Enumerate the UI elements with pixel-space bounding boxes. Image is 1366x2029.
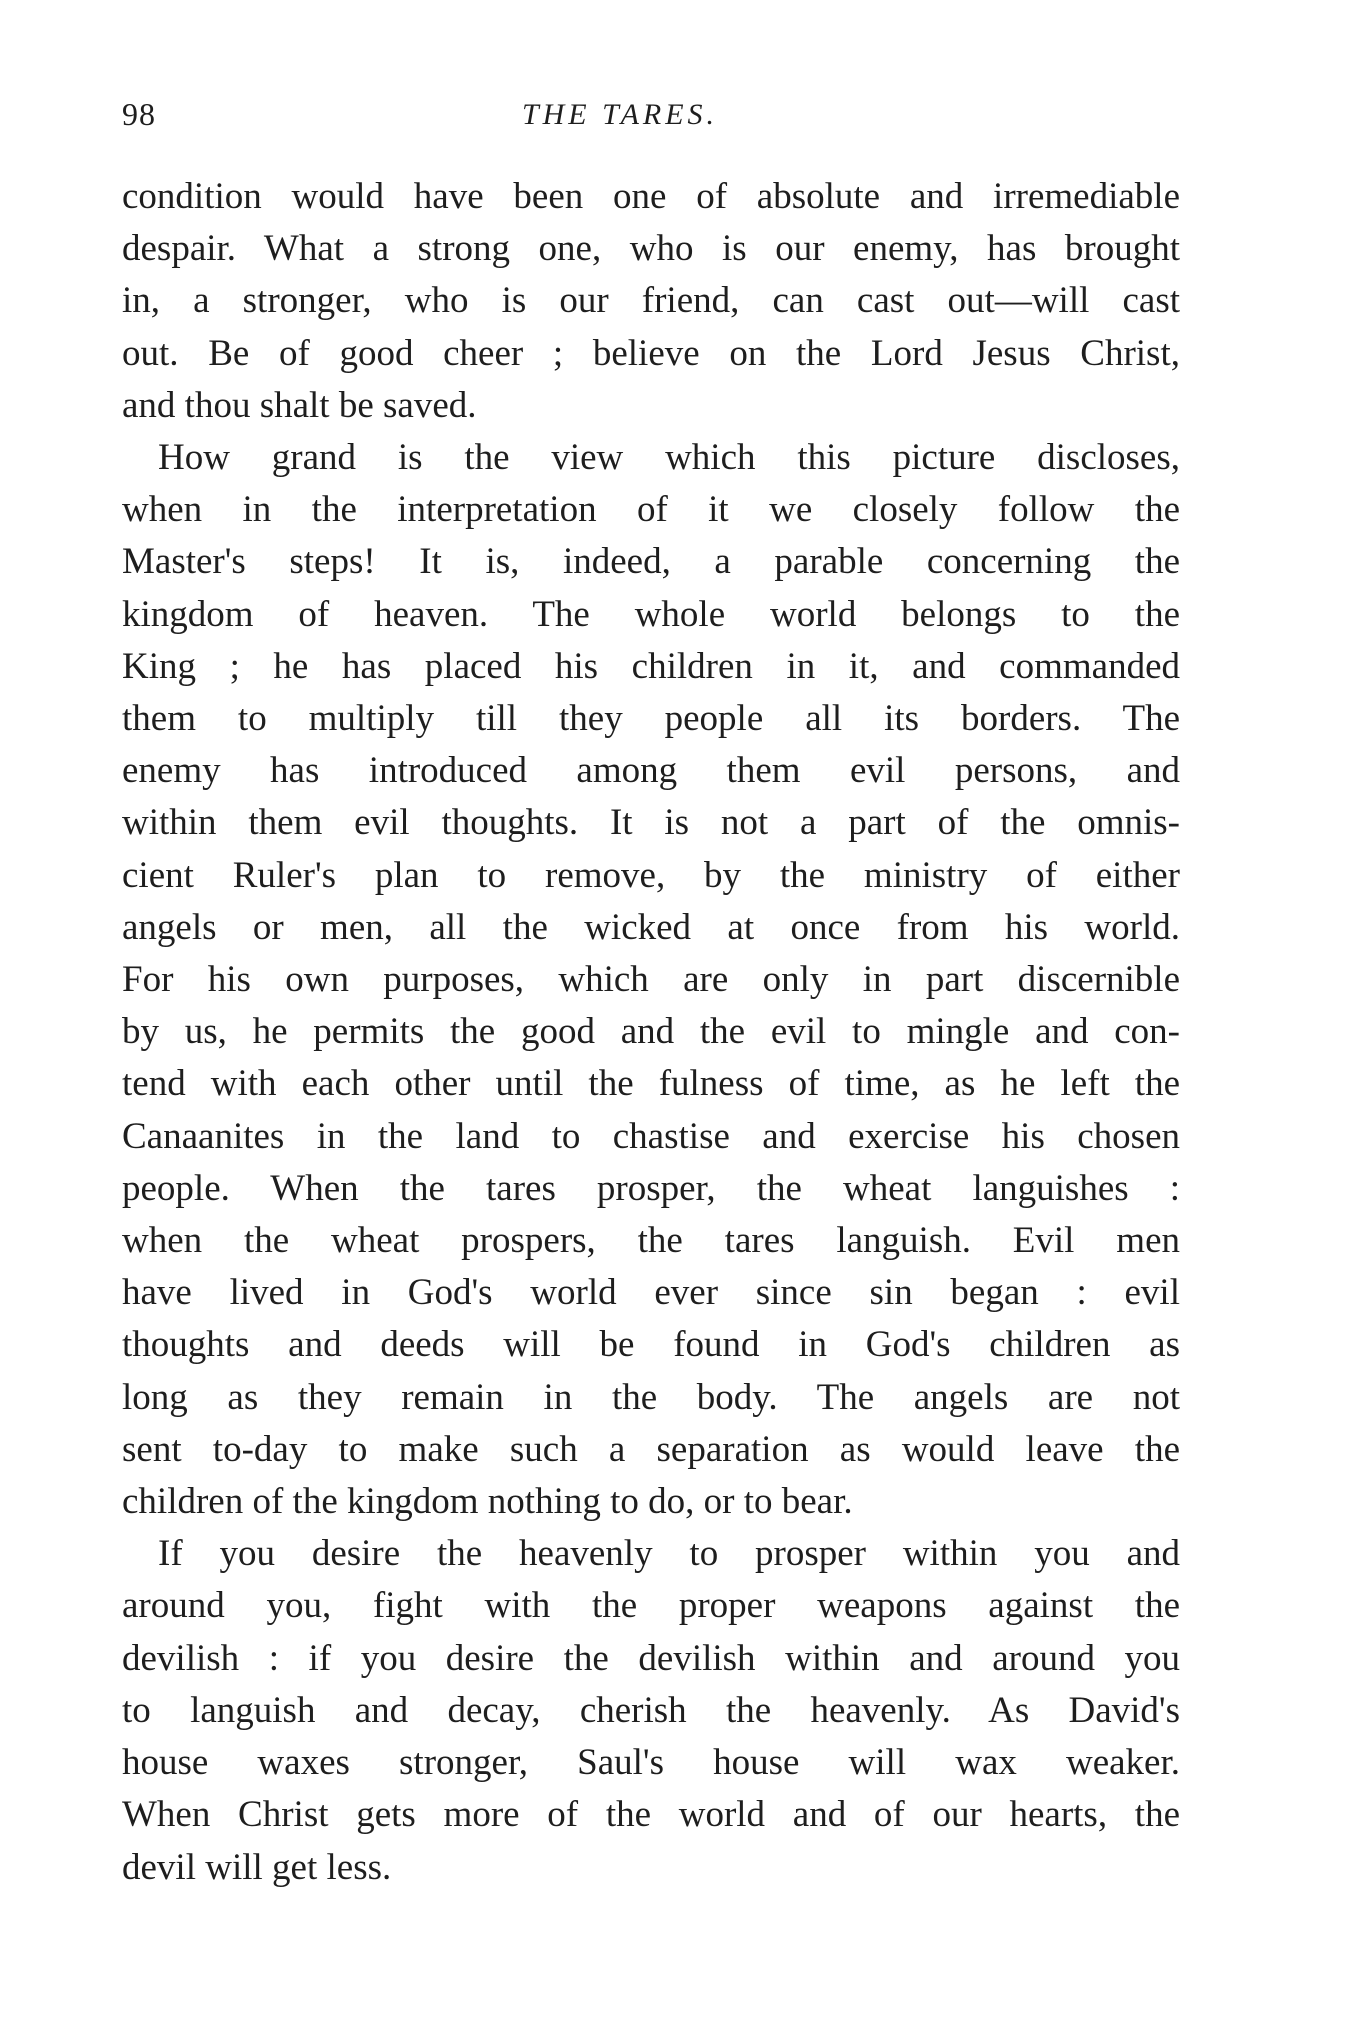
text-line: house waxes stronger, Saul's house will wax weaker. [122, 1742, 1180, 1784]
text-line: How grand is the view which this picture discloses, [158, 437, 1180, 479]
body-text [122, 171, 1180, 1894]
text-line: Master's steps! It is, indeed, a parable concerning the [122, 541, 1180, 583]
text-line: to languish and decay, cherish the heavenly. As David's [122, 1689, 1180, 1731]
text-line: and thou shalt be saved. [122, 384, 477, 426]
text-line: have lived in God's world ever since sin began : evil [122, 1272, 1180, 1314]
text-line: King ; he has placed his children in it, and commanded [122, 645, 1180, 687]
text-line: children of the kingdom nothing to do, or to bear. [122, 1481, 853, 1523]
text-line: tend with each other until the fulness of time, as he left the [122, 1063, 1180, 1105]
text-line: cient Ruler's plan to remove, by the ministry of either [122, 854, 1180, 896]
text-line: enemy has introduced among them evil persons, and [122, 750, 1180, 792]
text-line: When Christ gets more of the world and of our hearts, the [122, 1794, 1180, 1836]
text-line: in, a stronger, who is our friend, can cast out—will cast [122, 280, 1180, 322]
text-line: them to multiply till they people all its borders. The [122, 698, 1180, 740]
text-line: condition would have been one of absolute and irremediable [122, 176, 1180, 217]
text-line: angels or men, all the wicked at once from his world. [122, 906, 1180, 948]
text-line: thoughts and deeds will be found in God's children as [122, 1324, 1180, 1366]
text-line: Canaanites in the land to chastise and exercise his chosen [122, 1115, 1180, 1157]
text-line: around you, fight with the proper weapons against the [122, 1585, 1180, 1627]
text-line: devil will get less. [122, 1846, 392, 1888]
text-line: If you desire the heavenly to prosper within you and [158, 1533, 1180, 1575]
running-head [122, 96, 1178, 136]
paragraph-1 [122, 171, 1180, 432]
text-line: out. Be of good cheer ; believe on the Lord Jesus Christ, [122, 332, 1180, 374]
text-line: long as they remain in the body. The angels are not [122, 1376, 1180, 1418]
text-line: within them evil thoughts. It is not a part of the omnis- [122, 802, 1180, 844]
running-title: THE TARES. [521, 98, 719, 131]
text-line: people. When the tares prosper, the wheat languishes : [122, 1167, 1180, 1209]
text-line: sent to-day to make such a separation as would leave the [122, 1428, 1180, 1470]
text-line: For his own purposes, which are only in part discernible [122, 959, 1180, 1001]
text-line: devilish : if you desire the devilish within and around you [122, 1637, 1180, 1679]
paragraph-2 [122, 432, 1180, 1528]
text-line: when in the interpretation of it we closely follow the [122, 489, 1180, 531]
paragraph-3 [122, 1528, 1180, 1893]
page-number: 98 [122, 96, 156, 132]
text-line: when the wheat prospers, the tares languish. Evil men [122, 1220, 1180, 1262]
text-line: kingdom of heaven. The whole world belongs to the [122, 593, 1180, 635]
text-line: by us, he permits the good and the evil to mingle and con- [122, 1011, 1180, 1053]
text-line: despair. What a strong one, who is our enemy, has brought [122, 228, 1180, 270]
